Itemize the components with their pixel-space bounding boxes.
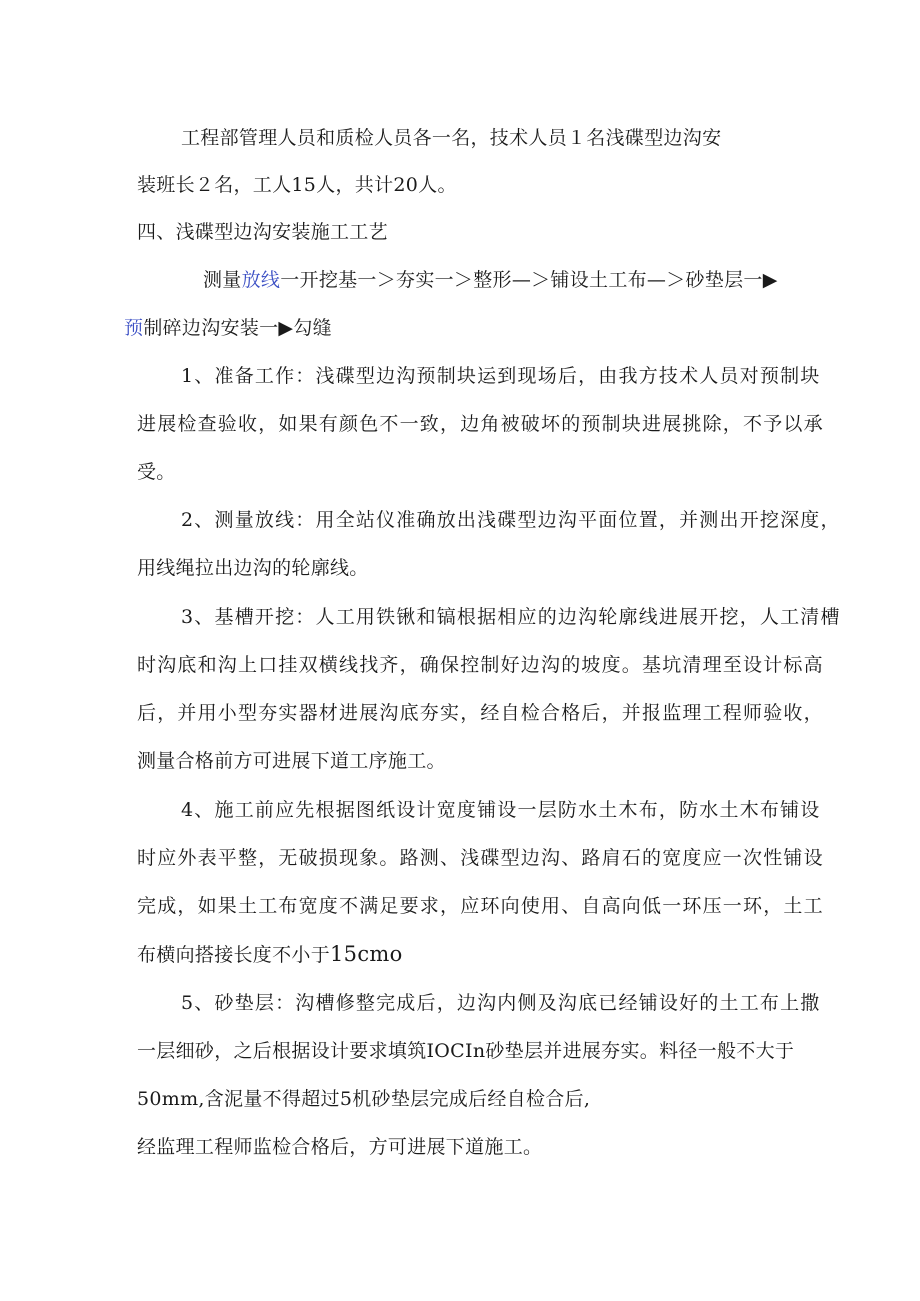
- step5-line-2: 一层细砂，之后根据设计要求填筑IOCIn砂垫层并进展夯实。料径一般不大于: [137, 1040, 795, 1062]
- step4-line-4: [137, 942, 403, 967]
- step1-line-3: 受。: [137, 461, 176, 483]
- step4-line-1: 4、施工前应先根据图纸设计宽度铺设一层防水土木布，防水土木布铺设: [181, 799, 821, 821]
- staffing-line-1: 工程部管理人员和质检人员各一名，技术人员１名浅碟型边沟安: [181, 127, 722, 149]
- flow-link-fangxian: 放线: [241, 269, 281, 291]
- step3-line-1: 3、基槽开挖：人工用铁锹和镐根据相应的边沟轮廓线进展开挖，人工清槽: [181, 606, 841, 628]
- step2-line-1: 2、测量放线：用全站仪准确放出浅碟型边沟平面位置，并测出开挖深度，: [181, 509, 841, 531]
- step3-line-2: 时沟底和沟上口挂双横线找齐，确保控制好边沟的坡度。基坑清理至设计标高: [137, 654, 824, 676]
- section-heading: 四、浅碟型边沟安装施工工艺: [137, 221, 388, 243]
- flow-text-c: 一开挖基一＞夯实一＞整形—＞铺设土工布—＞砂垫层一▶: [280, 269, 778, 291]
- process-flow-line-2: [124, 316, 332, 340]
- step4-line-4-text: 布横向搭接长度不小于: [137, 944, 331, 966]
- step5-line-4: 经监理工程师监检合格后，方可进展下道施工。: [137, 1136, 543, 1158]
- flow-link-yu: 预: [124, 317, 144, 339]
- flow-text-a: 测量: [203, 269, 242, 291]
- step4-line-2: 时应外表平整，无破损现象。路测、浅碟型边沟、路肩石的宽度应一次性铺设: [137, 847, 824, 869]
- flow-text-b: 制碎边沟安装一▶勾缝: [143, 317, 332, 339]
- step3-line-4: 测量合格前方可进展下道工序施工。: [137, 750, 446, 772]
- step5-line-1: 5、砂垫层：沟槽修整完成后，边沟内侧及沟底已经铺设好的土工布上撒: [181, 992, 821, 1014]
- step4-line-3: 完成，如果土工布宽度不满足要求，应环向使用、自高向低一环压一环，土工: [137, 895, 824, 917]
- step5-line-3: 50mm,含泥量不得超过5机砂垫层完成后经自检合后,: [137, 1088, 591, 1110]
- step1-line-2: 进展检查验收，如果有颜色不一致，边角被破坏的预制块进展挑除，不予以承: [137, 413, 824, 435]
- step2-line-2: 用线绳拉出边沟的轮廓线。: [137, 557, 369, 579]
- process-flow-line-1: [203, 268, 778, 292]
- step3-line-3: 后，并用小型夯实器材进展沟底夯实，经自检合格后，并报监理工程师验收，: [137, 702, 824, 724]
- step1-line-1: 1、准备工作：浅碟型边沟预制块运到现场后，由我方技术人员对预制块: [181, 365, 821, 387]
- staffing-line-2: 装班长２名，工人15人，共计20人。: [137, 174, 457, 196]
- step4-tail: 15cmo: [330, 942, 403, 966]
